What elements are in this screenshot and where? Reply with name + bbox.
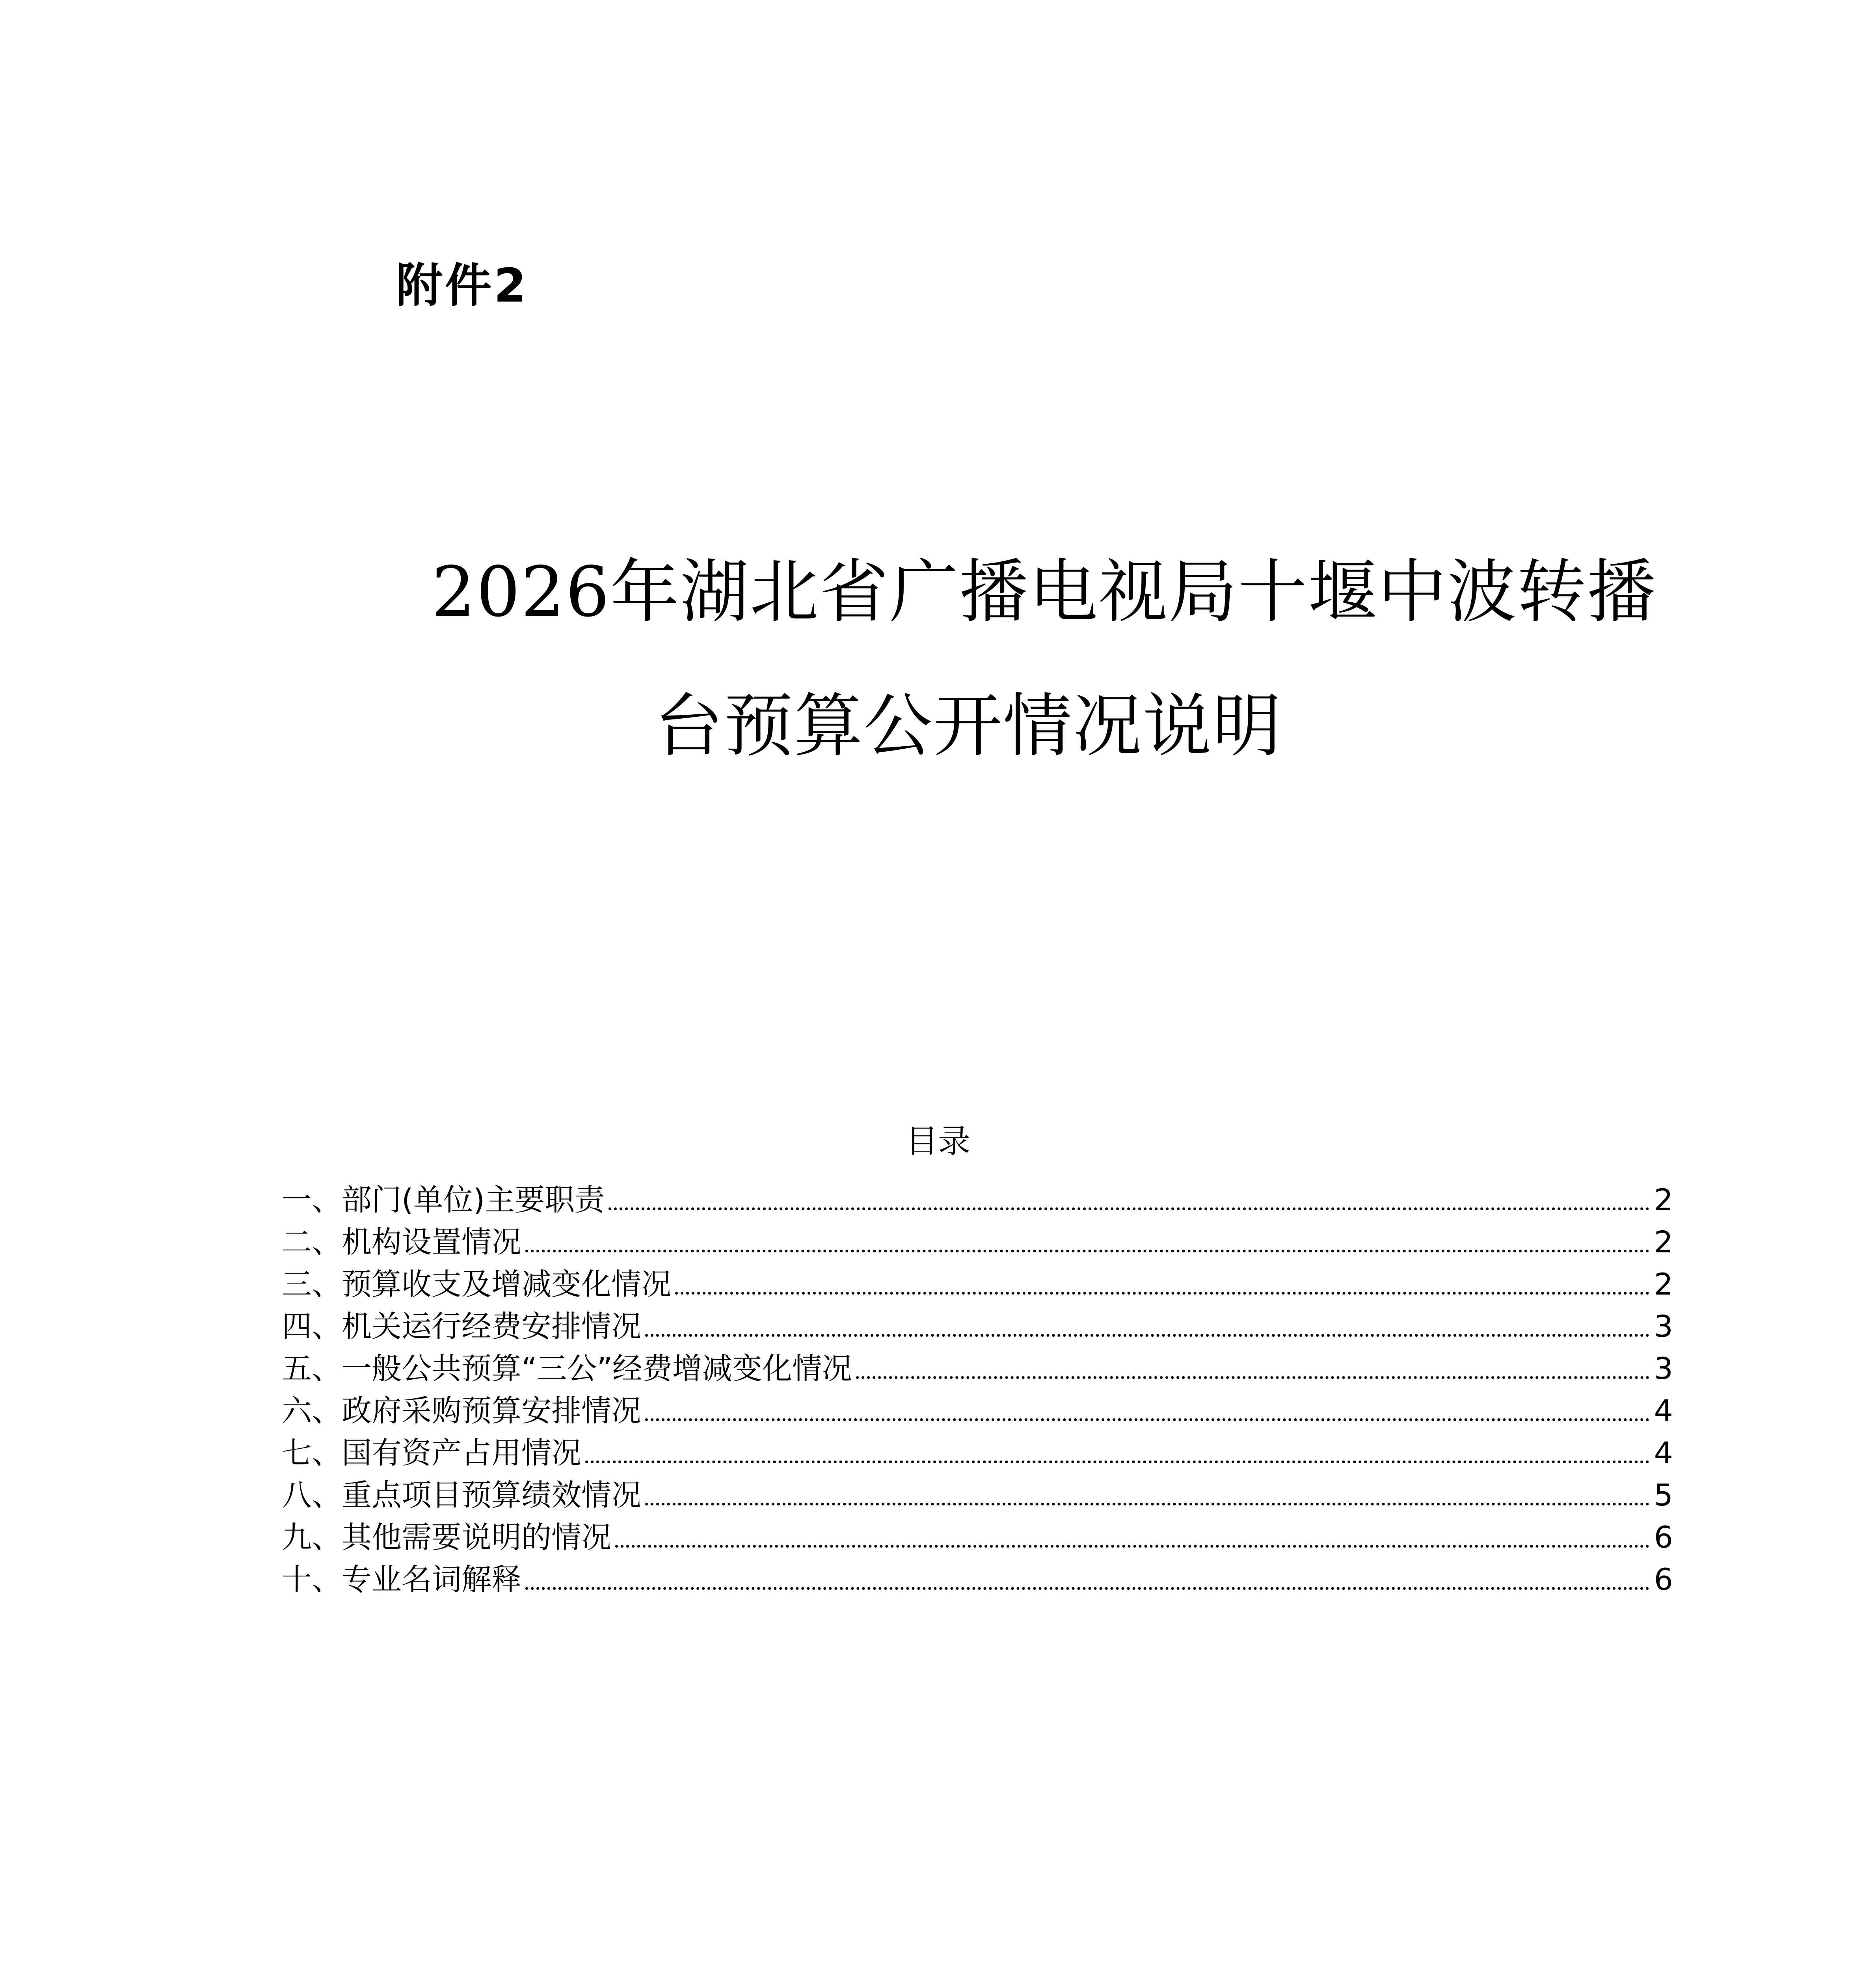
toc-entry[interactable]	[282, 1299, 1673, 1344]
toc-dot-leader	[645, 1503, 1649, 1505]
toc-entry-label: 三、预算收支及增减变化情况	[282, 1267, 671, 1302]
attachment-label: 附件2	[396, 258, 529, 313]
toc-entry-page: 3	[1654, 1351, 1673, 1386]
toc-entry-label: 五、一般公共预算“三公”经费增减变化情况	[282, 1351, 852, 1386]
toc-entry[interactable]	[282, 1510, 1673, 1555]
document-title-line-1: 2026年湖北省广播电视局十堰中波转播	[432, 552, 1657, 632]
toc-entry[interactable]	[282, 1552, 1673, 1595]
toc-entry[interactable]	[282, 1173, 1673, 1215]
toc-entry-label: 九、其他需要说明的情况	[282, 1520, 611, 1555]
toc-dot-leader	[525, 1250, 1649, 1252]
toc-entry-page: 4	[1654, 1393, 1673, 1428]
toc-entry-page: 6	[1654, 1562, 1673, 1597]
toc-dot-leader	[856, 1376, 1649, 1379]
toc-entry-page: 4	[1654, 1435, 1673, 1470]
toc-entry-label: 二、机构设置情况	[282, 1224, 521, 1259]
toc-dot-leader	[615, 1545, 1649, 1548]
toc-entry-label: 一、部门(单位)主要职责	[282, 1182, 605, 1217]
toc-entry-page: 2	[1654, 1224, 1673, 1259]
toc-entry-label: 四、机关运行经费安排情况	[282, 1309, 641, 1344]
toc-entry-page: 2	[1654, 1182, 1673, 1217]
toc-entry[interactable]	[282, 1426, 1673, 1468]
toc-entry[interactable]	[282, 1215, 1673, 1257]
table-of-contents	[282, 1173, 1673, 1595]
toc-entry-label: 六、政府采购预算安排情况	[282, 1393, 641, 1428]
toc-entry-label: 十、专业名词解释	[282, 1562, 521, 1597]
toc-dot-leader	[645, 1418, 1649, 1421]
toc-dot-leader	[675, 1292, 1649, 1295]
toc-entry[interactable]	[282, 1257, 1673, 1302]
toc-entry-label: 八、重点项目预算绩效情况	[282, 1477, 641, 1513]
toc-entry-page: 3	[1654, 1309, 1673, 1344]
document-title-line-2: 台预算公开情况说明	[654, 686, 1282, 766]
toc-entry[interactable]	[282, 1341, 1673, 1384]
toc-dot-leader	[585, 1461, 1649, 1463]
toc-heading: 目录	[905, 1123, 970, 1160]
toc-entry-label: 七、国有资产占用情况	[282, 1435, 581, 1470]
toc-entry-page: 5	[1654, 1477, 1673, 1513]
toc-dot-leader	[645, 1334, 1649, 1337]
toc-entry[interactable]	[282, 1468, 1673, 1513]
toc-dot-leader	[609, 1207, 1649, 1210]
toc-dot-leader	[525, 1587, 1649, 1590]
toc-entry-page: 2	[1654, 1267, 1673, 1302]
toc-entry-page: 6	[1654, 1520, 1673, 1555]
toc-entry[interactable]	[282, 1384, 1673, 1426]
